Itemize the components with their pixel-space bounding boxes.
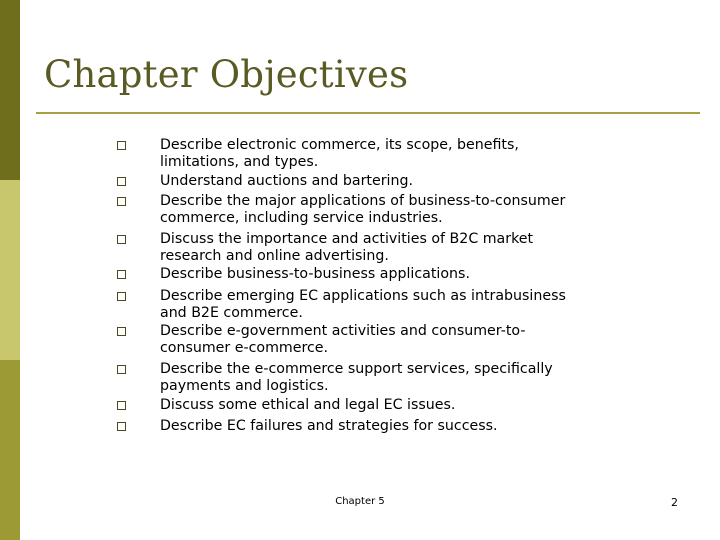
square-bullet-icon [117,422,126,431]
bullet-text-line: Describe the major applications of business-to-consumer [160,193,566,209]
bullet-text-line: commerce, including service industries. [160,209,443,226]
bullet-text-line: Describe e-government activities and consumer-to- [160,323,526,339]
bullet-text [160,173,680,190]
slide-title: Chapter Objectives [44,53,409,96]
bullet-text-line: consumer e-commerce. [160,339,329,356]
bullet-text [160,137,680,170]
bullet-text-line: Describe the e-commerce support services, specifically [160,361,553,377]
bullet-text-line: Describe electronic commerce, its scope, benefits, [160,137,519,153]
bullet-text-line: research and online advertising. [160,247,389,264]
bullet-text [160,193,680,226]
bullet-text [160,266,680,283]
bullet-text [160,418,680,435]
bullet-text-line: Describe business-to-business applications. [160,266,470,282]
bullet-text-line: Understand auctions and bartering. [160,173,413,189]
bullet-text-line: Discuss some ethical and legal EC issues. [160,397,456,413]
square-bullet-icon [117,365,126,374]
square-bullet-icon [117,292,126,301]
square-bullet-icon [117,270,126,279]
page-number: 2 [671,496,678,509]
square-bullet-icon [117,327,126,336]
bullet-text-line: and B2E commerce. [160,304,303,321]
bullet-text-line: limitations, and types. [160,153,319,170]
bullet-text-line: payments and logistics. [160,377,329,394]
bullet-text [160,397,680,414]
square-bullet-icon [117,141,126,150]
footer-chapter-label: Chapter 5 [335,496,385,507]
square-bullet-icon [117,177,126,186]
square-bullet-icon [117,197,126,206]
bullet-text [160,288,680,321]
square-bullet-icon [117,401,126,410]
bullet-text [160,323,680,356]
bullet-text [160,231,680,264]
bullet-text-line: Describe emerging EC applications such as intrabusiness [160,288,566,304]
bullet-text-line: Discuss the importance and activities of B2C market [160,231,534,247]
bullet-text-line: Describe EC failures and strategies for success. [160,418,498,434]
square-bullet-icon [117,235,126,244]
bullet-text [160,361,680,394]
